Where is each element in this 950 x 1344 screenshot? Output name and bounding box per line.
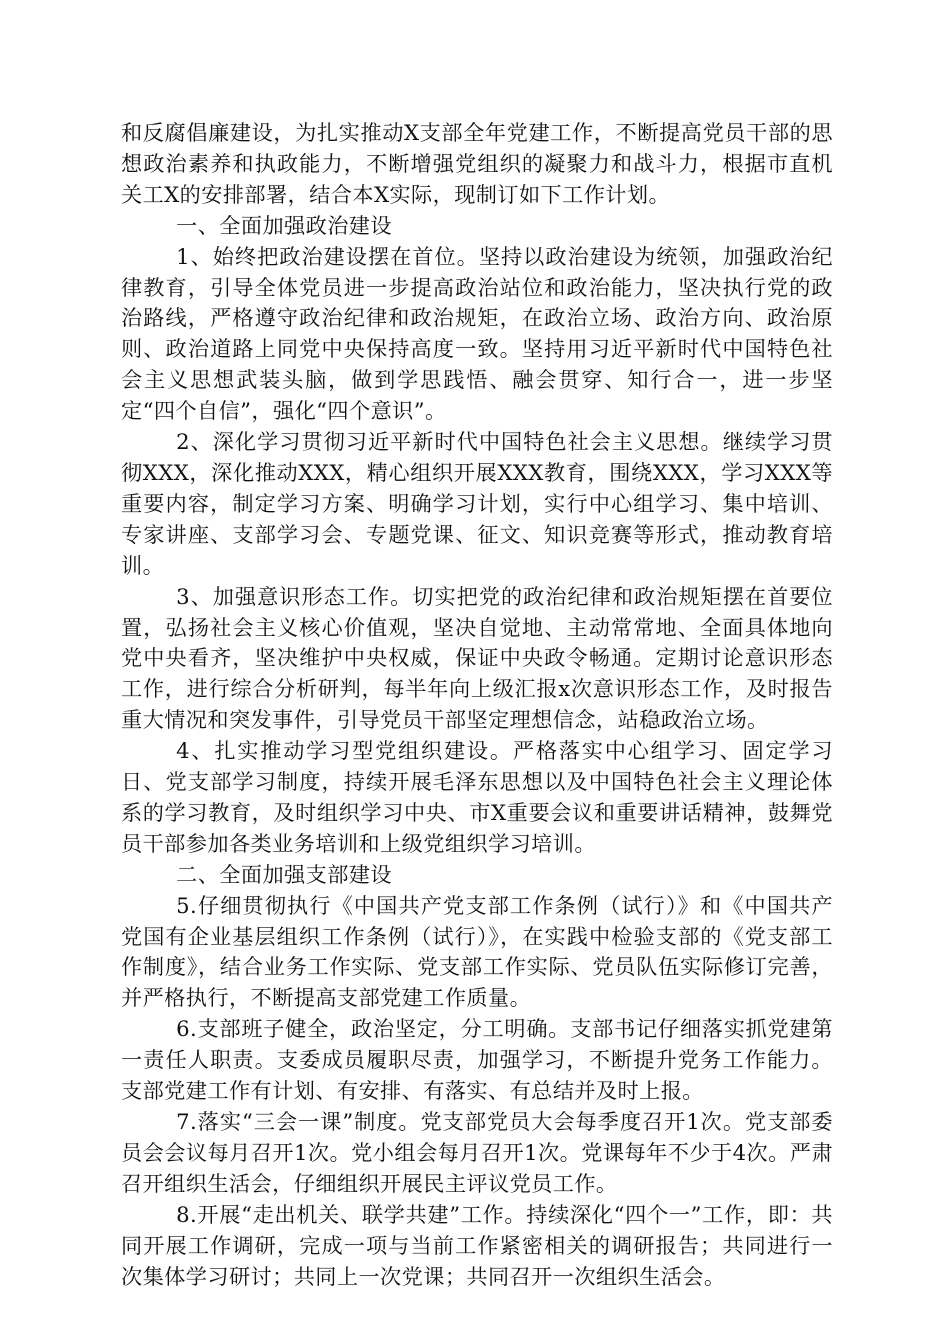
paragraph-item-4: 4、扎实推动学习型党组织建设。严格落实中心组学习、固定学习日、党支部学习制度，持续开展毛泽东思想以及中国特色社会主义理论体系的学习教育，及时组织学习中央、市X重要会议和重要讲话精神，鼓舞党员干部参加各类业务培训和上级党组织学习培训。: [121, 738, 833, 856]
paragraph-item-7: 7.落实“三会一课”制度。党支部党员大会每季度召开1次。党支部委员会会议每月召开1次。党小组会每月召开1次。党课每年不少于4次。严肃召开组织生活会，仔细组织开展民主评议党员工作。: [121, 1109, 833, 1196]
paragraph-item-5: 5.仔细贯彻执行《中国共产党支部工作条例（试行）》和《中国共产党国有企业基层组织工作条例（试行）》，在实践中检验支部的《党支部工作制度》，结合业务工作实际、党支部工作实际、党员队伍实际修订完善，并严格执行，不断提高支部党建工作质量。: [121, 892, 833, 1011]
paragraph-item-6: 6.支部班子健全，政治坚定，分工明确。支部书记仔细落实抓党建第一责任人职责。支委成员履职尽责，加强学习，不断提升党务工作能力。支部党建工作有计划、有安排、有落实、有总结并及时上报。: [121, 1016, 833, 1104]
section-heading-2: 二、全面加强支部建设: [176, 861, 392, 887]
paragraph-item-8: 8.开展“走出机关、联学共建”工作。持续深化“四个一”工作，即：共同开展工作调研，完成一项与当前工作紧密相关的调研报告；共同进行一次集体学习研讨；共同上一次党课；共同召开一次组织生活会。: [121, 1201, 833, 1289]
paragraph-item-2: 2、深化学习贯彻习近平新时代中国特色社会主义思想。继续学习贯彻XXX，深化推动XXX，精心组织开展XXX教育，围绕XXX，学习XXX等重要内容，制定学习方案、明确学习计划，实行中心组学习、集中培训、专家讲座、支部学习会、专题党课、征文、知识竞赛等形式，推动教育培训。: [121, 429, 833, 578]
paragraph-intro: 和反腐倡廉建设，为扎实推动X支部全年党建工作，不断提高党员干部的思想政治素养和执政能力，不断增强党组织的凝聚力和战斗力，根据市直机关工X的安排部署，结合本X实际，现制订如下工作计划。: [121, 120, 833, 207]
paragraph-item-1: 1、始终把政治建设摆在首位。坚持以政治建设为统领，加强政治纪律教育，引导全体党员进一步提高政治站位和政治能力，坚决执行党的政治路线，严格遵守政治纪律和政治规矩，在政治立场、政治方向、政治原则、政治道路上同党中央保持高度一致。坚持用习近平新时代中国特色社会主义思想武装头脑，做到学思践悟、融会贯穿、知行合一，进一步坚定“四个自信”，强化“四个意识”。: [121, 243, 833, 424]
paragraph-item-3: 3、加强意识形态工作。切实把党的政治纪律和政治规矩摆在首要位置，弘扬社会主义核心价值观，坚决自觉地、主动常常地、全面具体地向党中央看齐，坚决维护中央权威，保证中央政令畅通。定期讨论意识形态工作，进行综合分析研判，每半年向上级汇报x次意识形态工作，及时报告重大情况和突发事件，引导党员干部坚定理想信念，站稳政治立场。: [121, 583, 833, 733]
document-body: [121, 118, 833, 1292]
section-heading-1: 一、全面加强政治建设: [176, 212, 392, 238]
